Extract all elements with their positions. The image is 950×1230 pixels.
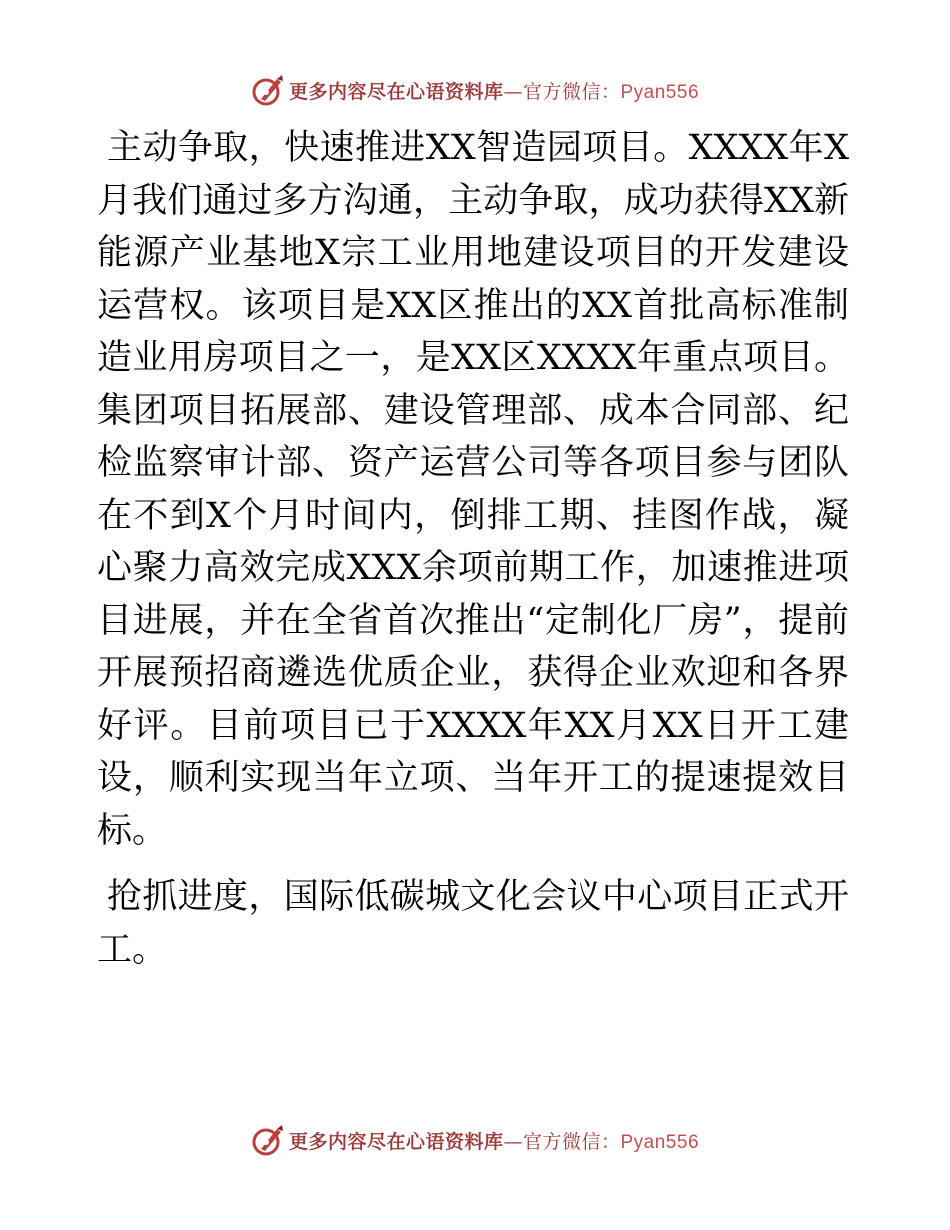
header-banner-title: 更多内容尽在心语资料库 [288, 80, 504, 103]
footer-banner-wechat-id: Pyan556 [620, 1131, 700, 1153]
header-banner-wechat-label: 官方微信： [522, 80, 621, 103]
header-banner-separator: — [503, 80, 523, 103]
header-banner-text [289, 77, 699, 104]
body-paragraph-1: 主动争取，快速推进XX智造园项目。XXXX年X月我们通过多方沟通，主动争取，成功获得XX新能源产业基地X宗工业用地建设项目的开发建设运营权。该项目是XX区推出的XX首批高标准制造业用房项目之一，是XX区XXXX年重点项目。集团项目拓展部、建设管理部、成本合同部、纪检监察审计部、资产运营公司等各项目参与团队在不到X个月时间内，倒排工期、挂图作战，凝心聚力高效完成XXX余项前期工作，加速推进项目进展，并在全省首次推出“定制化厂房”，提前开展预招商遴选优质企业，获得企业欢迎和各界好评。目前项目已于XXXX年XX月XX日开工建设，顺利实现当年立项、当年开工的提速提效目标。 [97, 128, 849, 851]
footer-banner-text [289, 1127, 699, 1154]
header-banner-wechat-id: Pyan556 [620, 81, 700, 103]
quill-pen-logo-icon [251, 73, 285, 107]
footer-banner [0, 1120, 950, 1160]
document-body [97, 122, 849, 990]
header-banner [0, 70, 950, 110]
footer-banner-wechat-label: 官方微信： [522, 1130, 621, 1153]
footer-banner-title: 更多内容尽在心语资料库 [288, 1130, 504, 1153]
body-paragraph-2: 抢抓进度，国际低碳城文化会议中心项目正式开工。 [97, 877, 849, 970]
footer-banner-separator: — [503, 1130, 523, 1153]
quill-pen-logo-icon [251, 1123, 285, 1157]
